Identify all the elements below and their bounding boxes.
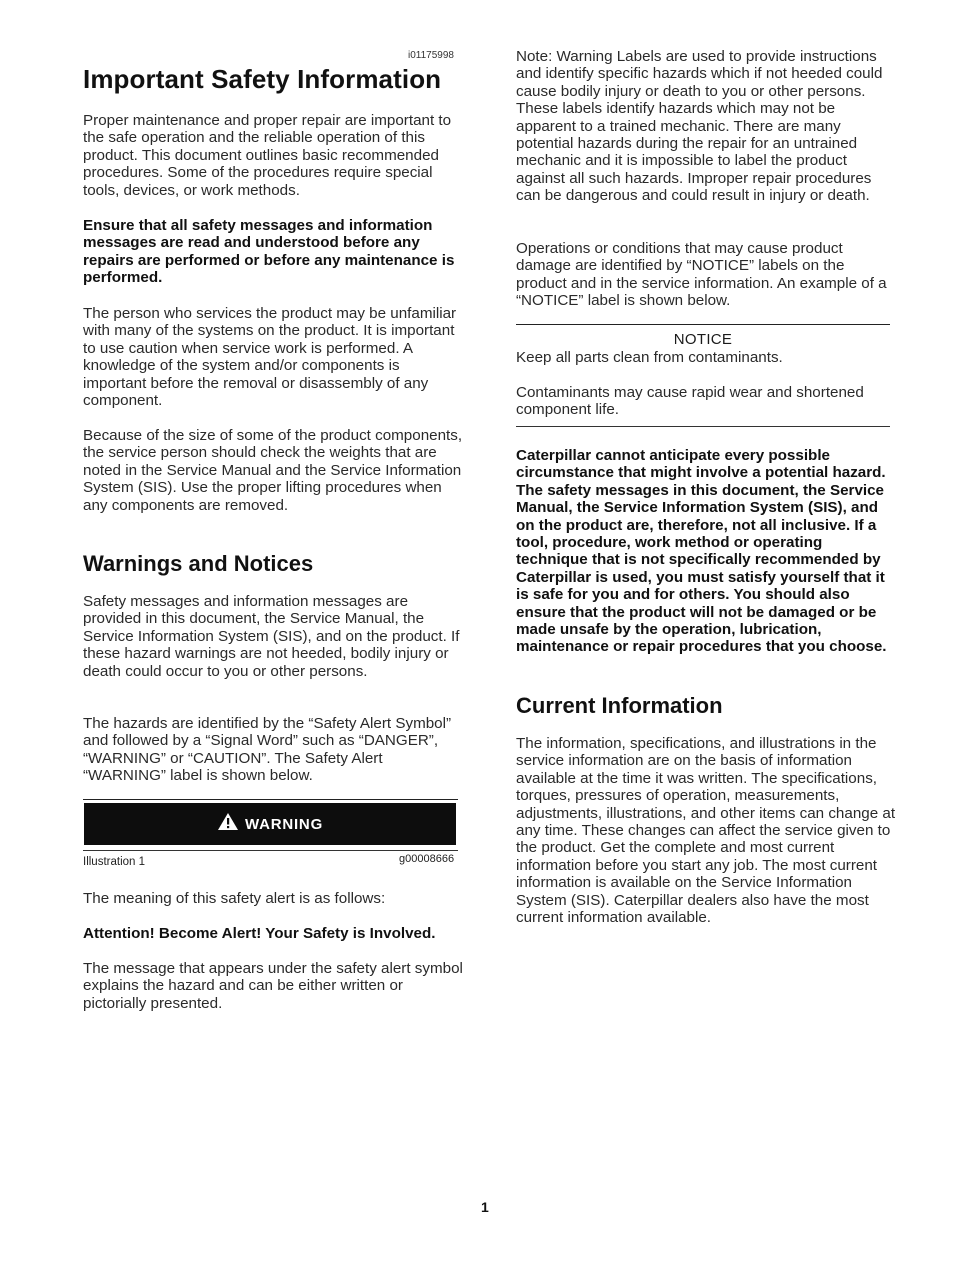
warning-bottom-rule — [83, 850, 458, 851]
notice-title: NOTICE — [673, 331, 733, 348]
document-id: i01175998 — [408, 50, 454, 61]
warnings-heading: Warnings and Notices — [83, 551, 314, 576]
warning-label-text: WARNING — [244, 815, 324, 833]
hazards-paragraph: The hazards are identified by the “Safety Alert Symbol” and followed by a “Signal Word” such as “DANGER”, “WARNING” or “CAUTION”. The Safety Alert “WARNING” label is shown below. — [83, 715, 452, 785]
warning-label-bar — [84, 803, 456, 845]
warning-top-rule — [83, 799, 458, 800]
attention-bold-paragraph: Attention! Become Alert! Your Safety is Involved. — [83, 925, 436, 942]
note-prefix: Note: — [516, 48, 553, 65]
page-title: Important Safety Information — [83, 64, 442, 94]
page-number: 1 — [481, 1199, 489, 1215]
caterpillar-bold-paragraph: Caterpillar cannot anticipate every possible circumstance that might involve a potential hazard. The safety messages in this document, the Service Manual, the Service Information System (SIS), and on the product are, therefore, not all inclusive. If a tool, procedure, work method or operating technique that is not specifically recommended by Caterpillar is used, you must satisfy yourself that it is safe for you and for others. You should also ensure that the product will not be damaged or be made unsafe by the operation, lubrication, maintenance or repair procedures that you choose. — [516, 447, 887, 656]
person-services-paragraph: The person who services the product may be unfamiliar with many of the systems on the product. It is important to use caution when service work is performed. A knowledge of the system and/or components is important before the removal or disassembly of any component. — [83, 305, 457, 410]
ensure-bold-paragraph: Ensure that all safety messages and information messages are read and understood before any repairs are performed or before any maintenance is performed. — [83, 217, 455, 287]
operations-paragraph: Operations or conditions that may cause product damage are identified by “NOTICE” labels on the product and in the service information. An example of a “NOTICE” label is shown below. — [516, 240, 887, 310]
warning-triangle-icon — [217, 812, 239, 836]
note-paragraph — [516, 48, 896, 205]
intro-paragraph: Proper maintenance and proper repair are important to the safe operation and the reliable operation of this product. This document outlines basic recommended procedures. Some of the procedures require special tools, devices, or work methods. — [83, 112, 452, 199]
notice-line-2: Contaminants may cause rapid wear and shortened component life. — [516, 384, 864, 419]
notice-top-rule — [516, 324, 890, 325]
notice-bottom-rule — [516, 426, 890, 427]
illustration-label: Illustration 1 — [83, 856, 146, 868]
current-information-paragraph: The information, specifications, and illustrations in the service information are on the basis of information available at the time it was written. The specifications, torques, pressures of operation, measurements, adjustments, illustrations, and other items can change at any time. These changes can affect the service given to the product. Get the complete and most current information before you start any job. The most current information is available on the Service Information System (SIS). Caterpillar dealers also have the most current information available. — [516, 735, 896, 927]
current-information-heading: Current Information — [516, 693, 723, 718]
safety-messages-paragraph: Safety messages and information messages are provided in this document, the Service Manual, the Service Information System (SIS), and on the product. If these hazard warnings are not heeded, bodily injury or death could occur to you or other persons. — [83, 593, 460, 680]
meaning-paragraph: The meaning of this safety alert is as follows: — [83, 890, 386, 907]
illustration-id: g00008666 — [399, 853, 455, 865]
note-text: Warning Labels are used to provide instructions and identify specific hazards which if not heeded could cause bodily injury or death to you or other persons. These labels identify hazards which may not be apparent to a trained mechanic. There are many potential hazards during the repair for an untrained mechanic and it is impossible to label the product against all such hazards. Improper repair procedures can be dangerous and could result in injury or death. — [516, 48, 883, 205]
message-appears-paragraph: The message that appears under the safety alert symbol explains the hazard and can be either written or pictorially presented. — [83, 960, 463, 1012]
size-weights-paragraph: Because of the size of some of the product components, the service person should check the weights that are noted in the Service Manual and the Service Information System (SIS). Use the proper lifting procedures when any components are removed. — [83, 427, 463, 514]
notice-line-1: Keep all parts clean from contaminants. — [516, 349, 783, 366]
